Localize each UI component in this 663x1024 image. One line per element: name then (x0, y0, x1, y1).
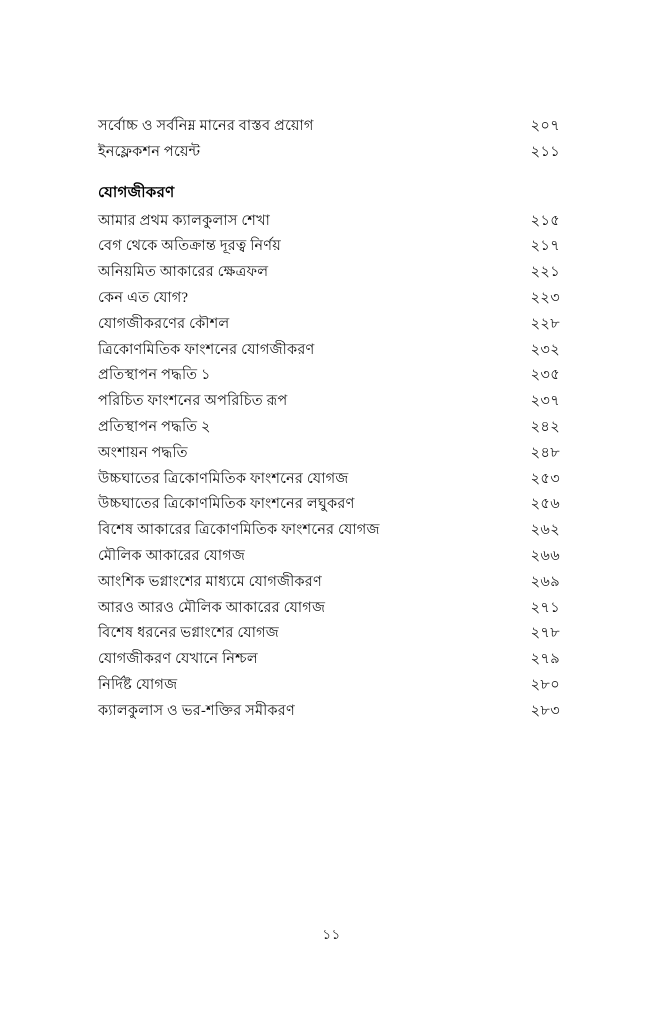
toc-entry-page-number: ২৮০ (530, 676, 560, 693)
toc-entry-page-number: ২১৫ (530, 212, 560, 229)
toc-entry[interactable] (98, 312, 560, 338)
toc-entry-title: বিশেষ আকারের ত্রিকোণমিতিক ফাংশনের যোগজ (98, 522, 380, 539)
toc-entry-title: কেন এত যোগ? (98, 289, 189, 306)
toc-entry[interactable] (98, 518, 560, 544)
toc-entry[interactable] (98, 209, 560, 235)
toc-entry-page-number: ২৩৫ (530, 367, 560, 384)
toc-entry-title: সর্বোচ্চ ও সর্বনিম্ন মানের বাস্তব প্রয়োগ (98, 118, 314, 134)
toc-entry-page-number: ২৬৯ (530, 573, 560, 590)
toc-entry-title: উচ্চঘাতের ত্রিকোণমিতিক ফাংশনের লঘুকরণ (98, 496, 355, 513)
toc-entry-page-number: ২৭৮ (530, 625, 560, 642)
toc-entry[interactable] (98, 260, 560, 286)
toc-entry[interactable] (98, 234, 560, 260)
toc-entry[interactable] (98, 338, 560, 364)
toc-entry-page-number: ২৪৮ (530, 444, 560, 461)
toc-entry-page-number: ২১১ (530, 143, 560, 160)
toc-entry-title: যোগজীকরণের কৌশল (98, 315, 230, 332)
toc-entry-title: আংশিক ভগ্নাংশের মাধ্যমে যোগজীকরণ (98, 573, 322, 590)
toc-entry[interactable] (98, 363, 560, 389)
toc-entry-title: পরিচিত ফাংশনের অপরিচিত রূপ (98, 393, 288, 410)
toc-entry-title: ত্রিকোণমিতিক ফাংশনের যোগজীকরণ (98, 341, 315, 358)
page-folio-number: ১১ (322, 927, 341, 942)
toc-entry[interactable] (98, 467, 560, 493)
toc-entry-page-number: ২২৩ (530, 289, 560, 306)
toc-entry[interactable] (98, 596, 560, 622)
toc-entry-title: প্রতিস্থাপন পদ্ধতি ২ (98, 418, 211, 435)
toc-entry-page-number: ২৬২ (530, 522, 560, 539)
toc-entry[interactable] (98, 286, 560, 312)
toc-entry[interactable] (98, 647, 560, 673)
toc-entry-title: বিশেষ ধরনের ভগ্নাংশের যোগজ (98, 625, 280, 642)
toc-entry-title: ক্যালকুলাস ও ভর-শক্তির সমীকরণ (98, 702, 295, 719)
toc-entry-page-number: ২১৭ (530, 238, 560, 255)
toc-section-heading: যোগজীকরণ (98, 183, 175, 201)
toc-entry-title: বেগ থেকে অতিক্রান্ত দূরত্ব নির্ণয় (98, 238, 281, 255)
toc-entry[interactable] (98, 389, 560, 415)
toc-entry-title: অংশায়ন পদ্ধতি (98, 444, 188, 461)
toc-entry[interactable] (98, 140, 560, 166)
toc-entry-title: উচ্চঘাতের ত্রিকোণমিতিক ফাংশনের যোগজ (98, 470, 349, 487)
toc-entry-page-number: ২২৮ (530, 315, 560, 332)
toc-entry[interactable] (98, 621, 560, 647)
toc-entry[interactable] (98, 492, 560, 518)
toc-entry-title: ইনফ্লেকশন পয়েন্ট (98, 143, 201, 160)
toc-entry-page-number: ২৩২ (530, 341, 560, 358)
toc-entry-page-number: ২৪২ (530, 418, 560, 435)
toc-entry-title: নির্দিষ্ট যোগজ (98, 676, 178, 693)
toc-entry-page-number: ২২১ (530, 264, 560, 281)
toc-entry[interactable] (98, 441, 560, 467)
toc-entry[interactable] (98, 544, 560, 570)
toc-entry-page-number: ২৮৩ (530, 702, 560, 719)
table-of-contents (98, 114, 560, 725)
toc-entry-title: আরও আরও মৌলিক আকারের যোগজ (98, 599, 326, 616)
toc-entry-page-number: ২৫৩ (530, 470, 560, 487)
toc-entry-title: মৌলিক আকারের যোগজ (98, 547, 246, 564)
toc-entry-page-number: ২৭৯ (530, 651, 560, 668)
toc-entry[interactable] (98, 114, 560, 140)
toc-entry-page-number: ২৫৬ (530, 496, 560, 513)
toc-entry[interactable] (98, 415, 560, 441)
toc-entry-title: প্রতিস্থাপন পদ্ধতি ১ (98, 367, 211, 384)
toc-entry[interactable] (98, 570, 560, 596)
toc-entry-title: যোগজীকরণ যেখানে নিশ্চল (98, 651, 258, 668)
toc-entry[interactable] (98, 699, 560, 725)
toc-entry-page-number: ২৩৭ (530, 393, 560, 410)
toc-entry-page-number: ২০৭ (530, 118, 560, 134)
toc-entry-title: অনিয়মিত আকারের ক্ষেত্রফল (98, 264, 269, 281)
toc-entry[interactable] (98, 673, 560, 699)
toc-entry-title: আমার প্রথম ক্যালকুলাস শেখা (98, 212, 271, 229)
toc-entry-page-number: ২৭১ (530, 599, 560, 616)
toc-entry-page-number: ২৬৬ (530, 547, 560, 564)
